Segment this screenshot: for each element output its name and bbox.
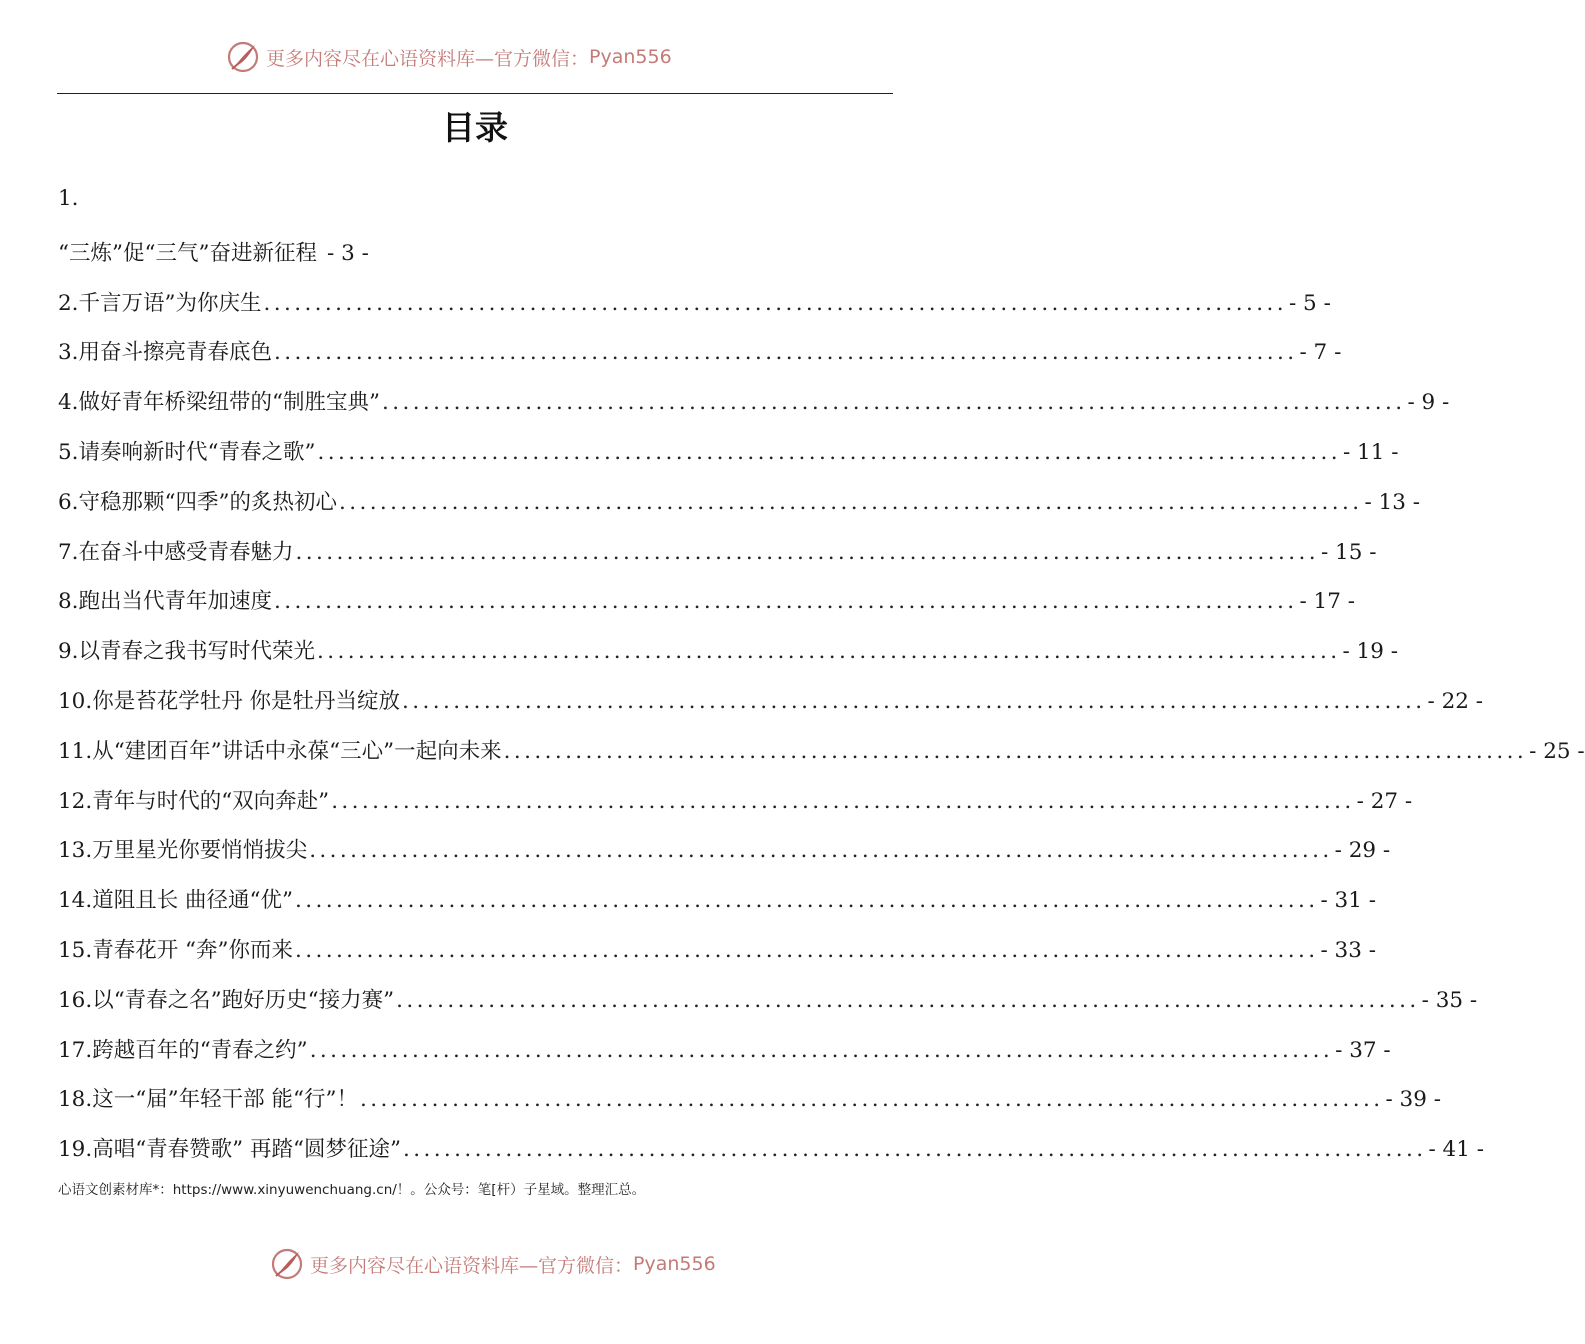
toc-entry[interactable] <box>58 335 1342 385</box>
footnote: 心语文创素材库*：https://www.xinyuwenchuang.cn/！。公众号：笔[杆）子星域。整理汇总。 <box>58 1182 646 1198</box>
toc-entry-title: 12.青年与时代的“双向奔赴” <box>58 788 330 814</box>
toc-entry-title: 11.从“建团百年”讲话中永葆“三心”一起向未来 <box>58 738 502 764</box>
toc-entry[interactable] <box>58 535 1377 585</box>
toc-leader-dots: .................................................................................................... <box>402 688 1426 714</box>
toc-leader-dots: .................................................................................................... <box>295 937 1319 963</box>
toc-leader-dots: .................................................................................................... <box>309 838 1333 864</box>
toc-entry-page: - 39 - <box>1385 1087 1441 1113</box>
toc-entry-title: 9.以青春之我书写时代荣光 <box>58 639 316 665</box>
toc-entry-title: 3.用奋斗擦亮青春底色 <box>58 340 273 366</box>
toc-entry-page: - 25 - <box>1529 738 1585 764</box>
banner-wechat-id: Pyan556 <box>633 1253 716 1275</box>
toc-entry[interactable] <box>58 186 894 236</box>
toc-leader-dots: .................................................................................................... <box>274 589 1298 615</box>
toc-leader-dots: .................................................................................................... <box>263 290 1287 316</box>
toc-entry-page: - 37 - <box>1335 1037 1391 1063</box>
toc-entry-title: 15.青春花开 “奔”你而来 <box>58 937 294 963</box>
toc-entry-title: 14.道阻且长 曲径通“优” <box>58 888 294 914</box>
toc-entry-title: 19.高唱“青春赞歌” 再踏“圆梦征途” <box>58 1137 401 1163</box>
toc-leader-dots: .................................................................................................... <box>382 390 1406 416</box>
toc-entry-page: - 3 - <box>326 240 369 266</box>
toc-entry-title: 16.以“青春之名”跑好历史“接力赛” <box>58 987 395 1013</box>
toc-entry-title: “三炼”促“三气”奋进新征程 <box>58 240 317 266</box>
toc-entry[interactable] <box>58 1082 1441 1132</box>
toc-leader-dots: .................................................................................................... <box>360 1087 1384 1113</box>
toc-entry-page: - 29 - <box>1334 838 1391 864</box>
toc-entry-page: - 5 - <box>1288 290 1331 316</box>
toc-entry-page: - 31 - <box>1320 888 1377 914</box>
toc-entry[interactable] <box>58 1132 1484 1182</box>
toc-entry[interactable] <box>58 435 1399 485</box>
toc-entry[interactable] <box>58 385 1450 435</box>
toc-leader-dots: .................................................................................................... <box>403 1137 1427 1163</box>
toc-entry-page: - 33 - <box>1320 937 1377 963</box>
toc-entry-title: 10.你是苔花学牡丹 你是牡丹当绽放 <box>58 688 401 714</box>
toc-leader-dots: .................................................................................................... <box>317 439 1341 465</box>
toc-entry-title: 4.做好青年桥梁纽带的“制胜宝典” <box>58 390 380 416</box>
quill-logo-icon <box>270 1247 304 1281</box>
toc-entry[interactable] <box>58 684 1484 734</box>
toc-leader-dots: .................................................................................................... <box>295 539 1319 565</box>
toc-entry-page: - 7 - <box>1299 340 1342 366</box>
toc-entry-page: - 9 - <box>1407 390 1450 416</box>
toc-entry[interactable] <box>58 933 1377 983</box>
page-title: 目录 <box>442 108 508 147</box>
toc-entry-page: - 11 - <box>1342 439 1399 465</box>
toc-entry-page: - 22 - <box>1427 688 1484 714</box>
header-rule <box>57 93 893 94</box>
toc-entry[interactable] <box>58 1033 1391 1083</box>
toc-entry[interactable] <box>58 634 1399 684</box>
toc-leader-dots: .................................................................................................... <box>396 987 1420 1013</box>
toc-entry[interactable] <box>58 983 1478 1033</box>
banner-wechat-id: Pyan556 <box>589 46 672 68</box>
toc-entry[interactable] <box>58 236 894 286</box>
toc-leader-dots: .................................................................................................... <box>339 489 1363 515</box>
toc-entry-title: 5.请奏响新时代“青春之歌” <box>58 439 316 465</box>
toc-entry-page: - 13 - <box>1364 489 1420 515</box>
toc-leader-dots: .................................................................................................... <box>317 639 1341 665</box>
toc-entry-title: 7.在奋斗中感受青春魅力 <box>58 539 294 565</box>
toc-leader-dots: .................................................................................................... <box>331 788 1355 814</box>
toc-entry-page: - 41 - <box>1428 1137 1484 1163</box>
toc-leader-dots: .................................................................................................... <box>274 340 1298 366</box>
quill-logo-icon <box>226 40 260 74</box>
toc-entry-page: - 27 - <box>1356 788 1413 814</box>
toc-entry[interactable] <box>58 485 1420 535</box>
toc-entry[interactable] <box>58 734 1585 784</box>
toc-entry[interactable] <box>58 784 1413 834</box>
toc-entry[interactable] <box>58 883 1377 933</box>
toc-entry-title: 17.跨越百年的“青春之约” <box>58 1037 308 1063</box>
toc-entry-title: 18.这一“届”年轻干部 能“行”！ <box>58 1087 358 1113</box>
table-of-contents <box>58 186 1585 1182</box>
banner-text: 更多内容尽在心语资料库—官方微信： <box>266 47 590 70</box>
toc-entry-title: 8.跑出当代青年加速度 <box>58 589 273 615</box>
toc-entry-title: 2.千言万语”为你庆生 <box>58 290 262 316</box>
toc-leader-dots: .................................................................................................... <box>503 738 1528 764</box>
toc-entry-page: - 15 - <box>1320 539 1377 565</box>
toc-entry-page: - 17 - <box>1299 589 1356 615</box>
toc-leader-dots: .................................................................................................... <box>295 888 1319 914</box>
toc-entry[interactable] <box>58 584 1356 634</box>
toc-entry-title: 13.万里星光你要悄悄拔尖 <box>58 838 308 864</box>
toc-entry-page: - 19 - <box>1342 639 1399 665</box>
toc-entry-page: - 35 - <box>1421 987 1478 1013</box>
banner-text: 更多内容尽在心语资料库—官方微信： <box>310 1254 634 1277</box>
toc-entry-title: 1. <box>58 186 79 211</box>
footer-banner <box>270 1247 716 1281</box>
toc-leader-dots: .................................................................................................... <box>309 1037 1334 1063</box>
toc-entry[interactable] <box>58 286 1331 336</box>
header-banner <box>226 40 672 74</box>
toc-entry-title: 6.守稳那颗“四季”的炙热初心 <box>58 489 337 515</box>
toc-entry[interactable] <box>58 833 1391 883</box>
